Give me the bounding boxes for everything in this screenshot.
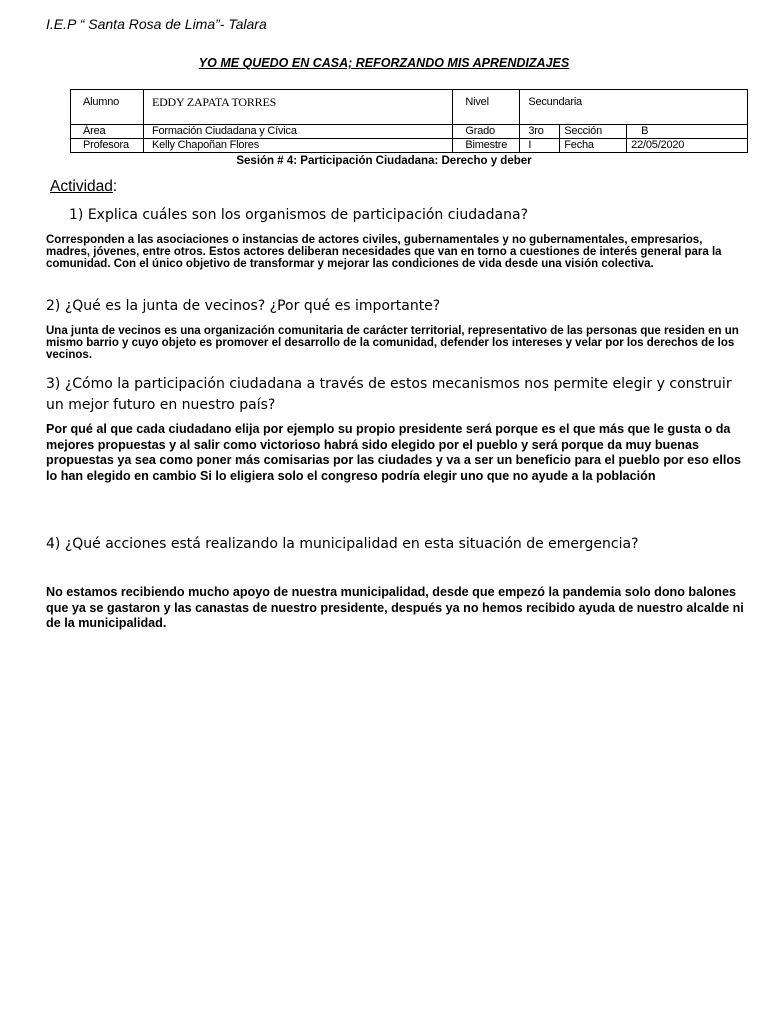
bimestre-label: Bimestre — [453, 139, 520, 153]
seccion-value: B — [627, 125, 748, 139]
question-1: 1) Explica cuáles son los organismos de participación ciudadana? — [69, 207, 529, 223]
alumno-label: Alumno — [71, 90, 144, 125]
nivel-label: Nivel — [453, 90, 520, 125]
question-2: 2) ¿Qué es la junta de vecinos? ¿Por qué es importante? — [46, 298, 441, 314]
nivel-value: Secundaria — [520, 90, 748, 125]
grado-label: Grado — [453, 125, 520, 139]
profesora-label: Profesora — [71, 139, 144, 153]
answer-4: No estamos recibiendo mucho apoyo de nuestra municipalidad, desde que empezó la pandemia solo dono balones que ya se gastaron y las canastas de nuestro presidente, después ya no hemos recibido ayuda de nuestro alcalde ni de la municipalidad. — [46, 585, 744, 630]
activity-colon: : — [112, 178, 118, 195]
fecha-label: Fecha — [560, 139, 627, 153]
area-value: Formación Ciudadana y Cívica — [143, 125, 452, 139]
student-info-table — [70, 89, 748, 153]
question-3: 3) ¿Cómo la participación ciudadana a través de estos mecanismos nos permite elegir y construir un mejor futuro en nuestro país? — [46, 376, 732, 413]
question-4: 4) ¿Qué acciones está realizando la municipalidad en esta situación de emergencia? — [46, 536, 639, 552]
activity-heading — [50, 178, 117, 196]
area-label: Área — [71, 125, 144, 139]
document-title: YO ME QUEDO EN CASA; REFORZANDO MIS APRENDIZAJES — [198, 56, 570, 70]
school-header: I.E.P “ Santa Rosa de Lima”- Talara — [46, 16, 267, 32]
fecha-value: 22/05/2020 — [627, 139, 748, 153]
bimestre-value: I — [520, 139, 560, 153]
seccion-label: Sección — [560, 125, 627, 139]
answer-3: Por qué al que cada ciudadano elija por ejemplo su propio presidente será porque es el que más que le gusta o da mejores propuestas y al salir como victorioso habrá sido elegido por el pueblo y será porque da muy buenas propuestas ya sea como poner más comisarias por las ciudades y va a ser un beneficio para el pueblo por eso ellos lo han elegido en cambio Si lo eligiera solo el congreso podría elegir uno que no ayude a la población — [46, 422, 742, 483]
grado-value: 3ro — [520, 125, 560, 139]
profesora-value: Kelly Chapoñan Flores — [143, 139, 452, 153]
session-title: Sesión # 4: Participación Ciudadana: Derecho y deber — [236, 155, 532, 167]
activity-word: Actividad — [50, 178, 113, 195]
alumno-value: EDDY ZAPATA TORRES — [143, 90, 452, 125]
answer-2: Una junta de vecinos es una organización comunitaria de carácter territorial, representativo de las personas que residen en un mismo barrio y cuyo objeto es promover el desarrollo de la comunidad, defender los intereses y velar por los derechos de los vecinos. — [46, 325, 739, 362]
answer-1: Corresponden a las asociaciones o instancias de actores civiles, gubernamentales y no gubernamentales, empresarios, madres, jóvenes, entre otros. Estos actores deliberan necesidades que van en torno a cuestiones de interés general para la comunidad. Con el único objetivo de transformar y mejorar las condiciones de vida desde una visión colectiva. — [46, 234, 722, 271]
